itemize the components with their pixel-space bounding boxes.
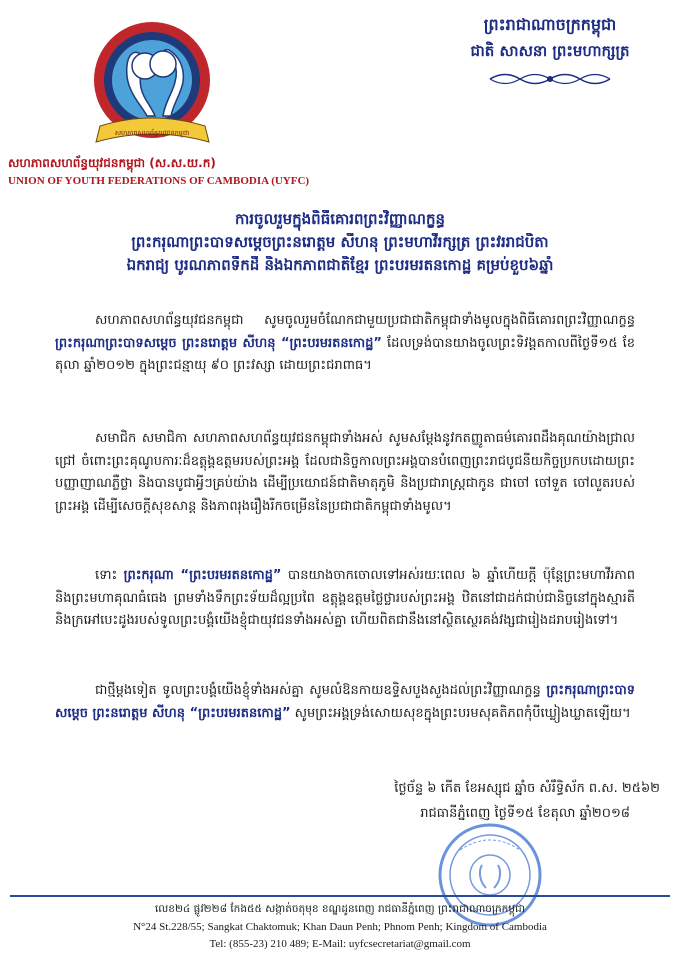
title-line-1: ការចូលរួមក្នុងពិធីគោរពព្រះវិញ្ញាណក្ខន្ធ (235, 210, 445, 228)
ornament-divider-icon (485, 66, 615, 92)
kingdom-heading: ព្រះរាជាណាចក្រកម្ពុជា (483, 15, 617, 34)
logo-banner-text: សហភាពសហព័ន្ធយុវជនកម្ពុជា (114, 129, 190, 137)
paragraph-4-text-b: សូមព្រះអង្គទ្រង់សោយសុខក្នុងព្រះបរមសុគតិភពកុំបីឃ្លៀងឃ្លាតឡើយ។ (290, 705, 631, 721)
royal-title-highlight: “ព្រះបរមរតនកោដ្ឋ” (275, 335, 382, 351)
paragraph-4-highlight: ព្រះករុណាព្រះបាទសម្តេច ព្រះនរោត្តម សីហនុ “ព្រះបរមរតនកោដ្ឋ” (55, 683, 635, 721)
address-english: N°24 St.228/55; Sangkat Chaktomuk; Khan Daun Penh; Phnom Penh; Kingdom of Cambodia (133, 921, 547, 933)
paragraph-3 (55, 565, 635, 633)
title-line-2: ព្រះករុណាព្រះបាទសម្តេចព្រះនរោត្តម សីហនុ ព្រះមហាវីរក្សត្រ ព្រះវររាជបិតា (131, 233, 549, 251)
paragraph-3-text-a: ទោះ (95, 568, 124, 583)
lunar-date: ថ្ងៃច័ន្ទ ៦ កើត ខែអស្សុជ ឆ្នាំច សំរឹទ្ធិស័ក ព.ស. ២៥៦២ (394, 781, 660, 796)
paragraph-1-text-a: សហភាពសហព័ន្ធយុវជនកម្ពុជា សូមចូលរួមចំណែកជាមួយប្រជាជាតិកម្ពុជាទាំងមូលក្នុងពិធីគោរពព្រះវិញ្ញាណក្ខន្ធ (95, 313, 635, 328)
paragraph-3-highlight: ព្រះករុណា “ព្រះបរមរតនកោដ្ឋ” (123, 568, 282, 583)
footer-divider (10, 895, 670, 897)
org-name-khmer: សហភាពសហព័ន្ធយុវជនកម្ពុជា (ស.ស.យ.ក) (8, 156, 216, 170)
contact-info: Tel: (855-23) 210 489; E-Mail: uyfcsecretariat@gmail.com (209, 938, 471, 950)
king-name-highlight: ព្រះករុណាព្រះបាទសម្តេច ព្រះនរោត្តម សីហនុ (55, 335, 276, 351)
title-line-3: ឯករាជ្យ បូរណភាពទឹកដី និងឯកភាពជាតិខ្មែរ ព្រះបរមរតនកោដ្ឋ គម្រប់ខួប៦ឆ្នាំ (126, 256, 554, 274)
paragraph-4 (55, 680, 635, 725)
org-name-english: UNION OF YOUTH FEDERATIONS OF CAMBODIA (UYFC) (8, 175, 310, 187)
paragraph-1 (55, 310, 635, 378)
paragraph-2: សមាជិក សមាជិកា សហភាពសហព័ន្ធយុវជនកម្ពុជាទាំងអស់ សូមសម្តែងនូវកតញ្ញូតាធម៌គោរពដឹងគុណយ៉ាងជ្រាលជ្រៅ ចំពោះព្រះគុណូបការៈដ៏ឧត្តុង្គឧត្តមរបស់ព្រះអង្គ ដែលជានិច្ចកាលព្រះអង្គបានបំពេញព្រះរាជបូជនីយកិច្ចប្រកបដោយព្រះបញ្ញាញាណភ្លឺថ្លា និងបានបូជាអ្វីៗគ្រប់យ៉ាង ដើម្បីប្រយោជន៍ជាតិមាតុភូមិ និងប្រជារាស្ត្រជាកូន ជាចៅ ចៅទួត ចៅលួតរបស់ព្រះអង្គ ដើម្បីសេចក្តីសុខសាន្ត និងភាពរុងរឿងរីកចម្រើននៃប្រជាជាតិកម្ពុជាទាំងមូល។ (55, 431, 635, 514)
solar-date: រាជធានីភ្នំពេញ ថ្ងៃទី១៥ ខែតុលា ឆ្នាំ២០១៨ (420, 806, 630, 821)
paragraph-4-text-a: ជាថ្មីម្តងទៀត ទូលព្រះបង្គំយើងខ្ញុំទាំងអស់គ្នា សូមលំឱនកាយឧទ្ទិសបួងសួងដល់ព្រះវិញ្ញាណក្ខន្ធ (95, 683, 547, 698)
address-khmer: លេខ២៤ ផ្លូវ២២៨ កែង៥៥ សង្កាត់ចតុមុខ ខណ្ឌដូនពេញ រាជធានីភ្នំពេញ ព្រះរាជាណាចក្រកម្ពុជា (154, 903, 526, 915)
paragraph-1-text-b: ដែលទ្រង់បានយាងចូលព្រះទិវង្គតកាលពីថ្ងៃទី១៥ ខែតុលា ឆ្នាំ២០១២ ក្នុងព្រះជន្មាយុ ៩០ ព្រះវស្សា ដោយព្រះជរាពាធ។ (55, 335, 635, 373)
national-motto: ជាតិ សាសនា ព្រះមហាក្សត្រ (470, 42, 630, 60)
paragraph-3-text-b: បានយាងចាកចោលទៅអស់រយៈពេល ៦ ឆ្នាំហើយក្តី ប៉ុន្តែព្រះមហាវីរភាព និងព្រះមហាគុណធំធេង ព្រមទាំងទឹកព្រះទ័យដ៏ល្អប្រពៃ ឧត្តុង្គឧត្តមថ្លៃថ្លារបស់ព្រះអង្គ ឋិតនៅជាដក់ជាប់ជានិច្ចនៅក្នុងស្មារតី និងក្រអៅបេះដូងរបស់ទូលព្រះបង្គំយើងខ្ញុំជាយុវជនទាំងអស់គ្នា ហើយពិតជានឹងនៅស្ថិតស្ថេរគង់វង្សជារៀងដរាបរៀងទៅ។ (55, 568, 635, 628)
uyfc-logo (85, 18, 220, 153)
